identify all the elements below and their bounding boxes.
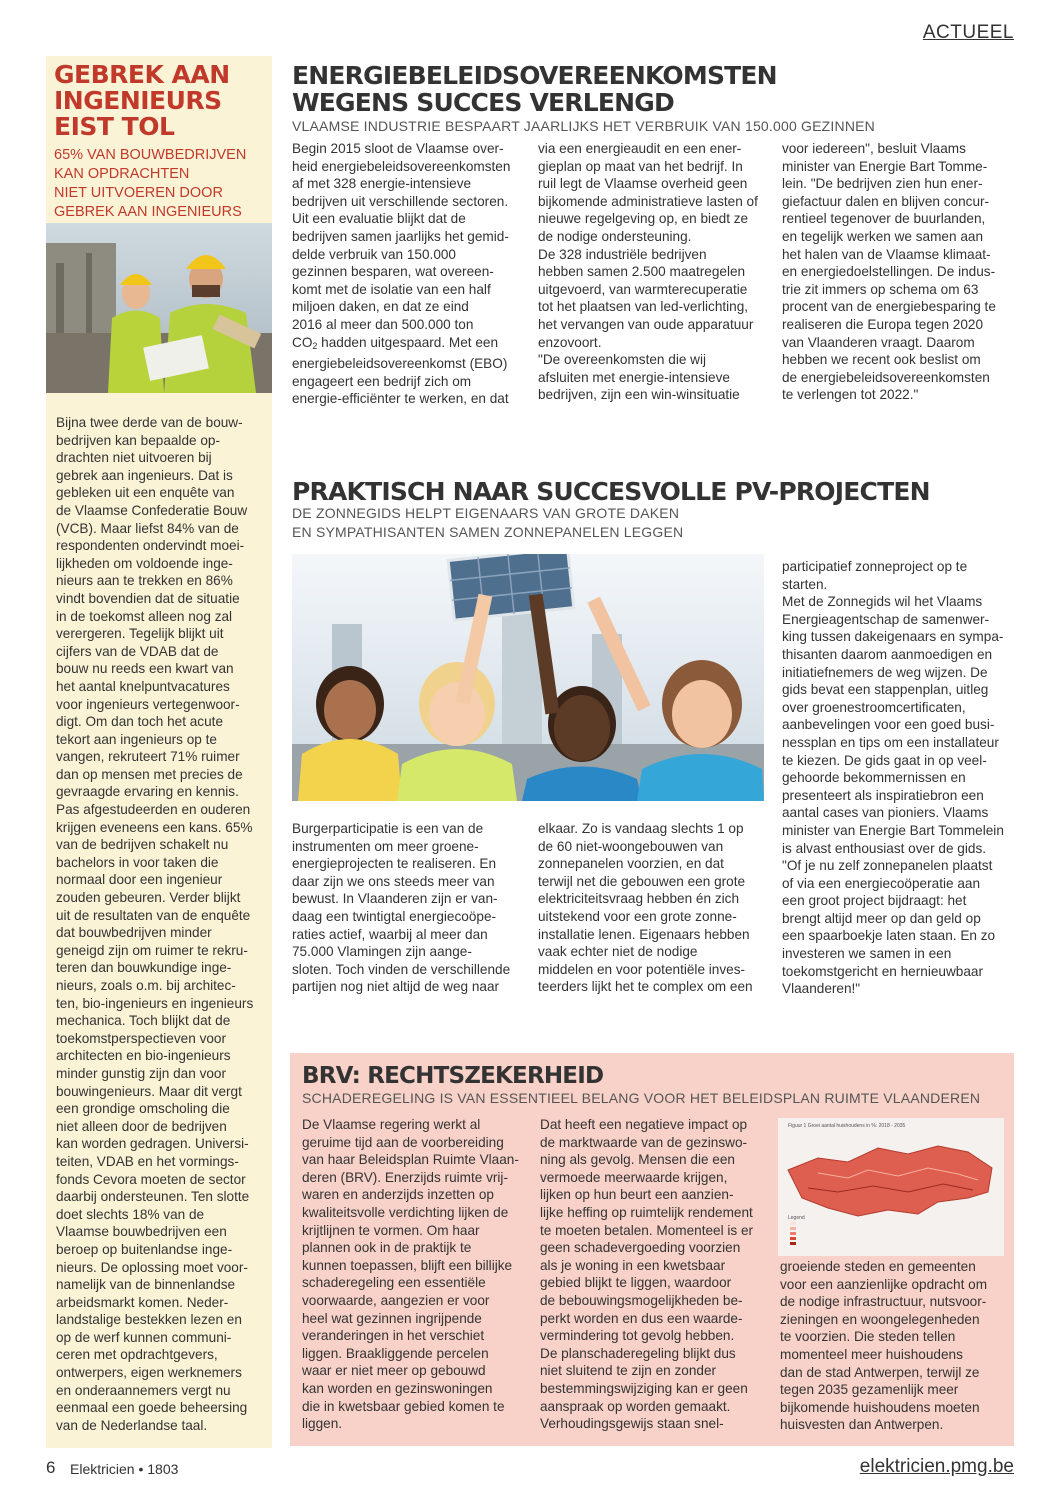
article2-title: PRAKTISCH NAAR SUCCESVOLLE PV-PROJECTEN	[292, 477, 930, 506]
household-growth-map-figure	[778, 1118, 1004, 1256]
article1-column-2: via een energieaudit en een ener- gieplan op maat van het bedrijf. In ruil legt de Vlaamse overheid geen bijkomende administratieve lasten of nieuwe regelgeving op, en biedt ze de nodige ondersteuning. De 328 industriële bedrijven hebben samen 2.500 maatregelen uitgevoerd, van warmterecuperatie tot het plaatsen van led-verlichting, het vervangen van oude apparatuur enzovoort. "De overeenkomsten die wij afsluiten met energie-intensieve bedrijven, zijn een win-winsituatie	[538, 141, 758, 403]
sidebar-title: GEBREK AAN INGENIEURS EIST TOL	[54, 60, 230, 141]
article3-column-2: Dat heeft een negatieve impact op de marktwaarde van de gezinswo- ning als gevolg. Mensen die een vermoede meerwaarde krijgen, lijken op hun beurt een aanzien- lijke heffing op ruimtelijk rendement te moeten betalen. Momenteel is er geen schadevergoeding voorzien als je woning in een kwetsbaar gebied blijkt te liggen, waardoor de bebouwingsmogelijkheden be- perkt worden en dus een waarde- vermindering tot gevolg hebben. De planschaderegeling blijkt dus niet sluitend te zijn en zonder bestemmingswijziging kan er geen aanspraak op worden gemaakt. Verhoudingsgewijs staan snel-	[540, 1117, 754, 1432]
article2-column-2: elkaar. Zo is vandaag slechts 1 op de 60 niet-woongebouwen van zonnepanelen voorzien, en dat terwijl net die gebouwen een grote elektriciteitsvraag hebben én zich uitstekend voor een grote zonne- installatie lenen. Eigenaars hebben vaak echter niet de nodige middelen en voor potentiële inves- teerders lijkt het te complex om een	[538, 821, 753, 995]
page-number: 6	[46, 1458, 56, 1477]
article3-title: BRV: RECHTSZEKERHEID	[302, 1063, 604, 1089]
map-legend-title: Legend	[788, 1215, 805, 1221]
article3-column-3: groeiende steden en gemeenten voor een aanzienlijke opdracht om de nodige infrastructuur, nutsvoor- zieningen en woongelegenheden te voorzien. Die steden tellen momenteel meer huishoudens dan de stad Antwerpen, terwijl ze tegen 2035 gezamenlijk meer bijkomende huishoudens moeten huisvesten dan Antwerpen.	[780, 1259, 988, 1433]
article1-title: ENERGIEBELEIDSOVEREENKOMSTEN WEGENS SUCCES VERLENGD	[292, 61, 777, 117]
magazine-issue: Elektricien • 1803	[70, 1461, 179, 1477]
article2-column-3: participatief zonneproject op te starten. Met de Zonnegids wil het Vlaams Energieagentschap de samenwer- king tussen dakeigenaars en sympa- thisanten daarom aanmoedigen en initiatiefnemers de weg wijzen. De gids bevat een stappenplan, uitleg over groenestroomcertificaten, aanbevelingen voor een goed busi- nessplan en tips om een installateur te kiezen. De gids gaat in op veel- gehoorde bekommernissen en presenteert als inspiratiebron een aantal cases van pioniers. Vlaams minister van Energie Bart Tommelein is alvast enthousiast over de gids. "Of je nu zelf zonnepanelen plaatst of via een energiecoöperatie aan een groot project bijdraagt: het brengt altijd meer op dan geld op een spaarboekje laten staan. En zo investeren we samen in een toekomstgericht en hernieuwbaar Vlaanderen!"	[782, 559, 1004, 997]
sidebar-subtitle: 65% VAN BOUWBEDRIJVEN KAN OPDRACHTEN NIET UITVOEREN DOOR GEBREK AAN INGENIEURS	[54, 147, 247, 220]
article1-column-3: voor iedereen", besluit Vlaams minister van Energie Bart Tomme- lein. "De bedrijven zien hun ener- giefactuur dalen en blijven concur- rentieel tegenover de buurlanden, en tegelijk werken we samen aan het halen van de Vlaamse klimaat- en energiedoelstellingen. De indus- trie zit immers op schema om 63 procent van de energiebesparing te realiseren die Europa tegen 2020 van Vlaanderen vraagt. Daarom hebben we recent ook beslist om de energiebeleidsovereenkomsten te verlengen tot 2022."	[782, 141, 996, 403]
article1-column-1-text-a: Begin 2015 sloot de Vlaamse over- heid energiebeleidsovereenkomsten af met 328 energie-intensieve bedrijven uit verschillende sectoren. Uit een evaluatie blijkt dat de bedrijven samen jaarlijks het gemid- delde verbruik van 150.000 gezinnen besparen, wat overeen- komt met de isolatie van een half miljoen daken, en dat ze eind 2016 al meer dan 500.000 ton CO	[292, 141, 511, 350]
article1-column-1	[292, 140, 528, 408]
co2-subscript: 2	[312, 340, 318, 351]
article3-subtitle: SCHADEREGELING IS VAN ESSENTIEEL BELANG VOOR HET BELEIDSPLAN RUIMTE VLAANDEREN	[302, 1090, 981, 1106]
map-caption: Figuur 1 Groei aantal huishoudens in %: 2018 - 2035	[788, 1123, 906, 1129]
article3-column-1: De Vlaamse regering werkt al geruime tijd aan de voorbereiding van haar Beleidsplan Ruimte Vlaan- deren (BRV). Enerzijds ruimte vrij- waren en anderzijds inzetten op kwaliteitsvolle verdichting lijken de krijtlijnen te vormen. Om haar plannen ook in de praktijk te kunnen toepassen, blijft een billijke schaderegeling een essentiële voorwaarde, aangezien er voor heel wat gezinnen ingrijpende veranderingen in het verschiet liggen. Braakliggende percelen waar er niet meer op gebouwd kan worden en gezinswoningen die in kwetsbaar gebied komen te liggen.	[302, 1117, 519, 1432]
article2-column-1: Burgerparticipatie is een van de instrumenten om meer groene- energieprojecten te realiseren. En daar zijn we ons steeds meer van bewust. In Vlaanderen zijn er van- daag een twintigtal energiecoöpe- raties actief, waarbij al meer dan 75.000 Vlamingen zijn aange- sloten. Toch vinden de verschillende partijen nog niet altijd de weg naar	[292, 821, 511, 995]
website-link[interactable]: elektricien.pmg.be	[859, 1456, 1014, 1477]
sidebar-body: Bijna twee derde van de bouw- bedrijven kan bepaalde op- drachten niet uitvoeren bij gebrek aan ingenieurs. Dat is gebleken uit een enquête van de Vlaamse Confederatie Bouw (VCB). Maar liefst 84% van de respondenten ondervindt moei- lijkheden om voldoende inge- nieurs aan te trekken en 86% vindt bovendien dat de situatie in de toekomst alleen nog zal verergeren. Tegelijk blijkt uit cijfers van de VDAB dat de bouw nu reeds een kwart van het aantal knelpuntvacatures voor ingenieurs vertegenwoor- digt. Om dan toch het acute tekort aan ingenieurs op te vangen, rekruteert 71% ruimer dan op mensen met precies de gevraagde ervaring en kennis. Pas afgestudeerden en ouderen krijgen eveneens een kans. 65% van de bedrijven schakelt nu bachelors in voor taken die normaal door een ingenieur zouden gebeuren. Verder blijkt uit de resultaten van de enquête dat bouwbedrijven minder geneigd zijn om ruimer te rekru- teren dan bouwkundige inge- nieurs, zoals o.m. bij architec- ten, bio-ingenieurs en ingenieurs mechanica. Toch blijkt dat de toekomstperspectieven voor architecten en bio-ingenieurs minder gunstig zijn dan voor bouwingenieurs. Maar dit vergt een grondige omscholing die niet alleen door de bedrijven kan worden gedragen. Universi- teiten, VDAB en het vormings- fonds Cevora moeten de sector daarbij ondersteunen. Ten slotte doet slechts 18% van de Vlaamse bouwbedrijven een beroep op buitenlandse inge- nieurs. De oplossing moet voor- namelijk van de binnenlandse arbeidsmarkt komen. Neder- landstalige bestekken lezen en op de werf kunnen communi- ceren met opdrachtgevers, ontwerpers, eigen werknemers en onderaannemers vergt nu eenmaal een goede beheersing van de Nederlandse taal.	[56, 415, 254, 1433]
article1-column-1-text-b: hadden uitgespaard. Met een energiebeleidsovereenkomst (EBO) engageert een bedrijf zich om energie-efficiënter te werken, en dat	[292, 334, 509, 407]
article2-subtitle: DE ZONNEGIDS HELPT EIGENAARS VAN GROTE DAKEN EN SYMPATHISANTEN SAMEN ZONNEPANELEN LEGGEN	[292, 505, 684, 540]
section-label: ACTUEEL	[922, 22, 1014, 43]
article1-subtitle: VLAAMSE INDUSTRIE BESPAART JAARLIJKS HET VERBRUIK VAN 150.000 GEZINNEN	[292, 118, 875, 134]
engineers-photo	[46, 223, 272, 393]
children-solar-panel-photo	[292, 554, 764, 801]
